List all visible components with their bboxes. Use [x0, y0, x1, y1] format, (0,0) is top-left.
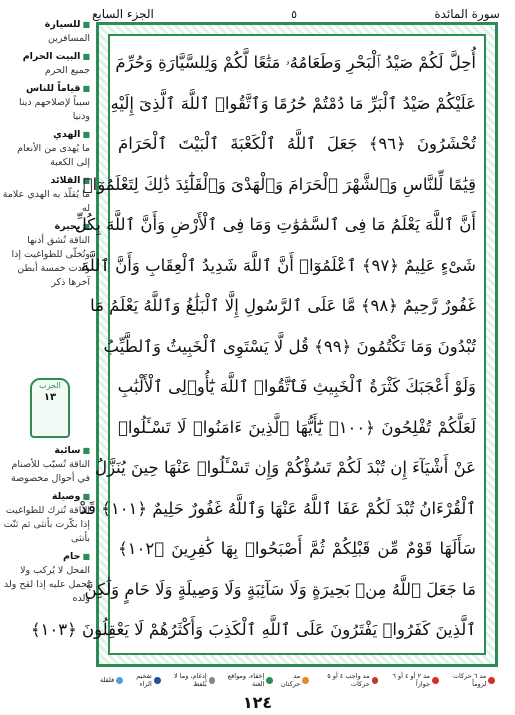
gloss-text: ما يُهدى من الأنعام إلى الكعبة [17, 143, 90, 168]
gloss-text: الناقة تُسيّب للأصنام في أحوال مخصوصة [11, 459, 90, 484]
verse-line: مَا جَعَلَ ٱللَّهُ مِنۢ بَحِيرَةٍ وَلَا سَآئِبَةٍ وَلَا وَصِيلَةٍ وَلَا حَامٍ وَلَٰكِنَّ [84, 579, 476, 599]
legend-color-dot [116, 677, 123, 684]
gloss-text: الفحل لا يُركب ولا يُحمل عليه إذا لقح ولد ولده [3, 565, 90, 604]
legend-item [123, 672, 160, 688]
gloss-term: ■ للسيارة [2, 18, 90, 32]
legend-color-dot [209, 677, 216, 684]
verse-line: غَفُورٌ رَّحِيمٌ ﴿٩٨﴾ مَّا عَلَى ٱلرَّسُولِ إِلَّا ٱلْبَلَٰغُ وَٱللَّهُ يَعْلَمُ مَا [90, 296, 476, 315]
gloss-term: ■ الهدي [2, 128, 90, 142]
hizb-number: ١٣ [43, 392, 57, 403]
legend-label: إخفاء، ومواقع الغنة [227, 672, 265, 688]
legend-label: تفخيم الراء [136, 672, 152, 688]
legend-color-dot [432, 677, 439, 684]
legend-item [309, 672, 378, 688]
verse-line: شَىْءٍ عَلِيمٌ ﴿٩٧﴾ ٱعْلَمُوٓا۟ أَنَّ ٱللَّهَ شَدِيدُ ٱلْعِقَابِ وَأَنَّ ٱللَّهَ [80, 255, 476, 275]
hizb-label: الحزب [39, 381, 61, 390]
legend-item [215, 672, 273, 688]
verse-line: أُحِلَّ لَكُمْ صَيْدُ ٱلْبَحْرِ وَطَعَامُهُۥ مَتَٰعًا لَّكُمْ وَلِلسَّيَّارَةِ وَحُرِّمَ [115, 53, 476, 72]
legend-label: إدغام، وما لا يُلفظ [174, 672, 207, 688]
page-header [92, 4, 500, 24]
page-number: ١٢٤ [242, 693, 273, 712]
verse-line: لَعَلَّكُمْ تُفْلِحُونَ ﴿١٠٠﴾ يَٰٓأَيُّهَا ٱلَّذِينَ ءَامَنُوا۟ لَا تَسْـَٔلُوا۟ [118, 417, 476, 437]
verse-line: تُبْدُونَ وَمَا تَكْتُمُونَ ﴿٩٩﴾ قُل لَّا يَسْتَوِى ٱلْخَبِيثُ وَٱلطَّيِّبُ [103, 336, 476, 356]
legend-item [273, 672, 309, 688]
legend-label: قلقلة [99, 676, 115, 684]
legend-color-dot [154, 677, 161, 684]
verse-line: قِيَٰمًا لِّلنَّاسِ وَٱلشَّهْرَ ٱلْحَرَامَ وَٱلْهَدْىَ وَٱلْقَلَٰٓئِدَ ذَٰلِكَ لِتَعْلَمُوٓا۟ [82, 174, 476, 194]
gloss-term: ■ سائبة [2, 444, 90, 458]
gloss-term: ■ القلائد [2, 174, 90, 188]
verse-line: أَنَّ ٱللَّهَ يَعْلَمُ مَا فِى ٱلسَّمَٰوَٰتِ وَمَا فِى ٱلْأَرْضِ وَأَنَّ ٱللَّهَ بِكُلِّ [74, 215, 476, 234]
gloss-term: ■ وصيلة [2, 490, 90, 504]
legend-item [161, 672, 216, 688]
gloss-text: الناقة تُترك للطواغيت إذا بكّرت بأنثى ثم ثنّت بأنثى [3, 505, 90, 544]
gloss-term: ■ بحيرة [2, 220, 90, 234]
legend-color-dot [266, 677, 273, 684]
legend-label: مد حركتان [280, 672, 301, 688]
verse-line: عَلَيْكُمْ صَيْدُ ٱلْبَرِّ مَا دُمْتُمْ حُرُمًا وَٱتَّقُوا۟ ٱللَّهَ ٱلَّذِىٓ إِلَيْهِ [110, 93, 476, 113]
margin-glossary [2, 18, 90, 610]
gloss-text: جميع الحرم [44, 65, 90, 76]
gloss-term: ■ حام [2, 550, 90, 564]
gloss-text: ما يُقلّد به الهدي علامة له [2, 189, 90, 214]
legend-item [378, 672, 438, 688]
gloss-text: الناقة تُشق أذنها وتُخلّى للطواغيت إذا ولدت خمسة أبطن آخرها ذكر [11, 235, 90, 288]
legend-label: مد ٢ أو ٤ أو ٦ جوازاً [392, 672, 431, 688]
gloss-text: سبباً لإصلاحهم دينا ودنيا [19, 97, 90, 122]
gloss-text: المسافرين [47, 33, 90, 44]
sura-title: سورة المائدة [434, 7, 500, 21]
legend-label: مد ٦ حركات لزوماً [452, 672, 487, 688]
legend-color-dot [488, 677, 495, 684]
legend-color-dot [372, 677, 379, 684]
verse-line: وَلَوْ أَعْجَبَكَ كَثْرَةُ ٱلْخَبِيثِ فَٱتَّقُوا۟ ٱللَّهَ يَٰٓأُو۟لِى ٱلْأَلْبَٰبِ [117, 377, 476, 396]
legend-color-dot [302, 677, 309, 684]
hizb-marker [30, 378, 70, 438]
verse-line: عَنْ أَشْيَآءَ إِن تُبْدَ لَكُمْ تَسُؤْكُمْ وَإِن تَسْـَٔلُوا۟ عَنْهَا حِينَ يُنَزَّلُ [95, 458, 476, 477]
verse-line: سَأَلَهَا قَوْمٌ مِّن قَبْلِكُمْ ثُمَّ أَصْبَحُوا۟ بِهَا كَٰفِرِينَ ﴿١٠٢﴾ [118, 539, 476, 558]
sura-no: ٥ [291, 7, 298, 21]
legend-item [439, 672, 495, 688]
verse-line: تُحْشَرُونَ ﴿٩٦﴾ جَعَلَ ٱللَّهُ ٱلْكَعْبَةَ ٱلْبَيْتَ ٱلْحَرَامَ [118, 134, 476, 153]
tajweed-legend [100, 672, 495, 688]
legend-item [100, 672, 123, 688]
verse-line: ٱلَّذِينَ كَفَرُوا۟ يَفْتَرُونَ عَلَى ٱللَّهِ ٱلْكَذِبَ وَأَكْثَرُهُمْ لَا يَعْقِلُونَ ﴿١٠٣﴾ [30, 620, 476, 639]
gloss-term: ■ البيت الحرام [2, 50, 90, 64]
legend-label: مد واجب ٤ أو ٥ حركات [327, 672, 370, 688]
juz-title: الجزء السابع [92, 7, 154, 21]
gloss-term: ■ قياماً للناس [2, 82, 90, 96]
verse-line: ٱلْقُرْءَانُ تُبْدَ لَكُمْ عَفَا ٱللَّهُ عَنْهَا وَٱللَّهُ غَفُورٌ حَلِيمٌ ﴿١٠١﴾ قَدْ [79, 498, 476, 518]
